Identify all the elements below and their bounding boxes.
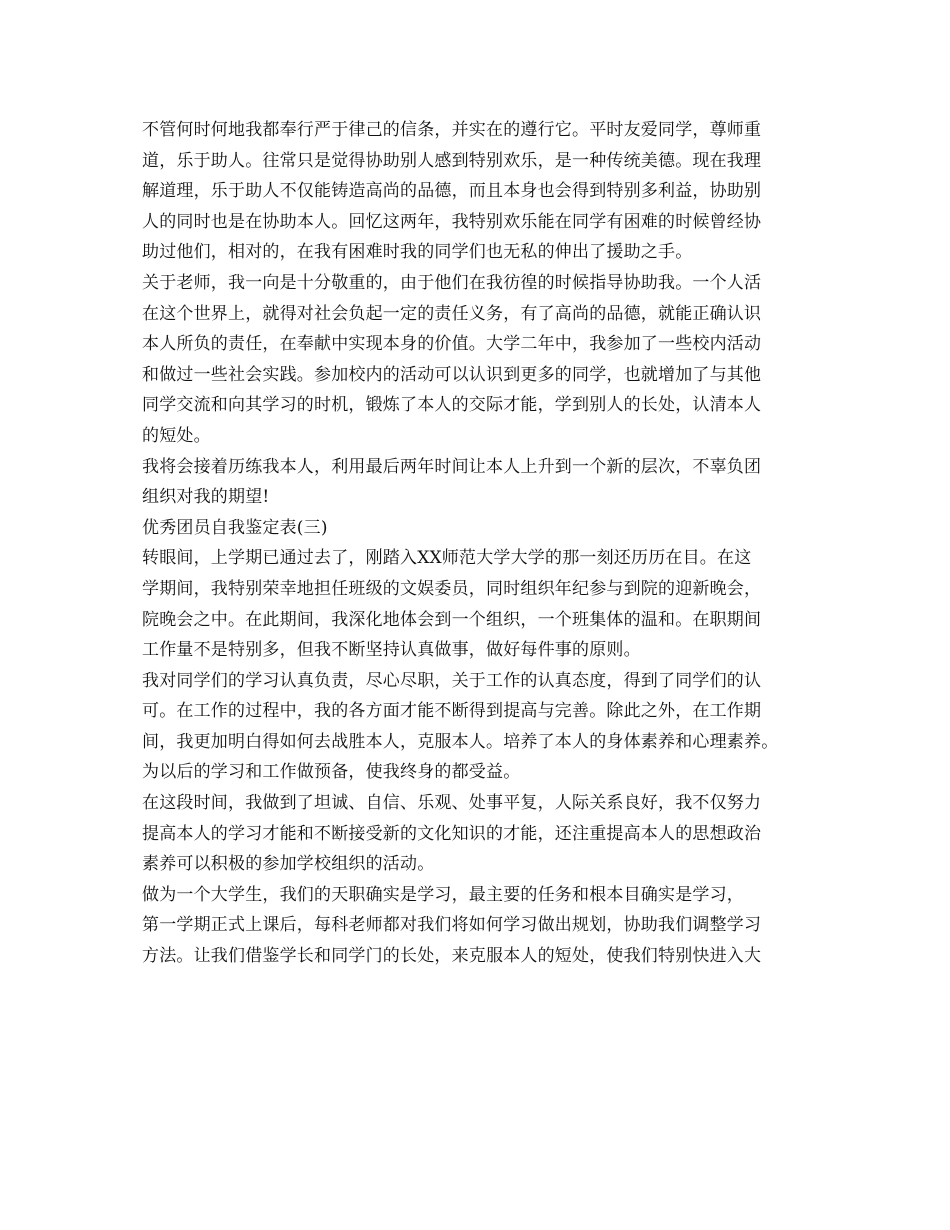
text-line: 工作量不是特别多，但我不断坚持认真做事，做好每件事的原则。 bbox=[142, 640, 641, 661]
text-line: 间，我更加明白得如何去战胜本人，克服本人。培养了本人的身体素养和心理素养。 bbox=[142, 731, 779, 752]
text-line: 的短处。 bbox=[142, 425, 211, 446]
text-line: 我对同学们的学习认真负责，尽心尽职，关于工作的认真态度，得到了同学们的认 bbox=[142, 670, 762, 691]
text-line: 做为一个大学生，我们的天职确实是学习，最主要的任务和根本目确实是学习， bbox=[142, 884, 744, 905]
text-line: 方法。让我们借鉴学长和同学门的长处，来克服本人的短处，使我们特别快进入大 bbox=[142, 946, 762, 967]
document-body bbox=[142, 115, 832, 972]
text-line: 在这个世界上，就得对社会负起一定的责任义务，有了高尚的品德，就能正确认识 bbox=[142, 303, 762, 324]
text-line: 我将会接着历练我本人，利用最后两年时间让本人上升到一个新的层次，不辜负团 bbox=[142, 456, 762, 477]
text-line: 院晚会之中。在此期间，我深化地体会到一个组织，一个班集体的温和。在职期间 bbox=[142, 609, 762, 630]
text-line: 助过他们，相对的，在我有困难时我的同学们也无私的伸出了援助之手。 bbox=[142, 242, 693, 263]
text-line: 和做过一些社会实践。参加校内的活动可以认识到更多的同学，也就增加了与其他 bbox=[142, 364, 762, 385]
text-line: 人的同时也是在协助本人。回忆这两年，我特别欢乐能在同学有困难的时候曾经协 bbox=[142, 211, 762, 232]
text-line: 解道理，乐于助人不仅能铸造高尚的品德，而且本身也会得到特别多利益，协助别 bbox=[142, 181, 762, 202]
text-line: 在这段时间，我做到了坦诚、自信、乐观、处事平复，人际关系良好，我不仅努力 bbox=[142, 793, 762, 814]
text-line: 第一学期正式上课后，每科老师都对我们将如何学习做出规划，协助我们调整学习 bbox=[142, 915, 762, 936]
section-heading: 优秀团员自我鉴定表(三) bbox=[142, 517, 328, 538]
text-line: 本人所负的责任，在奉献中实现本身的价值。大学二年中，我参加了一些校内活动 bbox=[142, 334, 762, 355]
text-line: 组织对我的期望! bbox=[142, 487, 270, 508]
text-line: 关于老师，我一向是十分敬重的，由于他们在我彷徨的时候指导协助我。一个人活 bbox=[142, 272, 762, 293]
text-line: 道，乐于助人。往常只是觉得协助别人感到特别欢乐，是一种传统美德。现在我理 bbox=[142, 150, 762, 171]
text-line: 不管何时何地我都奉行严于律己的信条，并实在的遵行它。平时友爱同学，尊师重 bbox=[142, 120, 762, 140]
text-line: 素养可以积极的参加学校组织的活动。 bbox=[142, 854, 435, 875]
text-line: 学期间，我特别荣幸地担任班级的文娱委员，同时组织年纪参与到院的迎新晚会， bbox=[142, 578, 762, 599]
text-line: 为以后的学习和工作做预备，使我终身的都受益。 bbox=[142, 762, 521, 783]
text-line: 同学交流和向其学习的时机，锻炼了本人的交际才能，学到别人的长处，认清本人 bbox=[142, 395, 762, 416]
text-line: 可。在工作的过程中，我的各方面才能不断得到提高与完善。除此之外，在工作期 bbox=[142, 701, 762, 722]
text-line: 提高本人的学习才能和不断接受新的文化知识的才能，还注重提高本人的思想政治 bbox=[142, 823, 762, 844]
text-line: 转眼间，上学期已通过去了，刚踏入XX师范大学大学的那一刻还历历在目。在这 bbox=[142, 548, 752, 569]
